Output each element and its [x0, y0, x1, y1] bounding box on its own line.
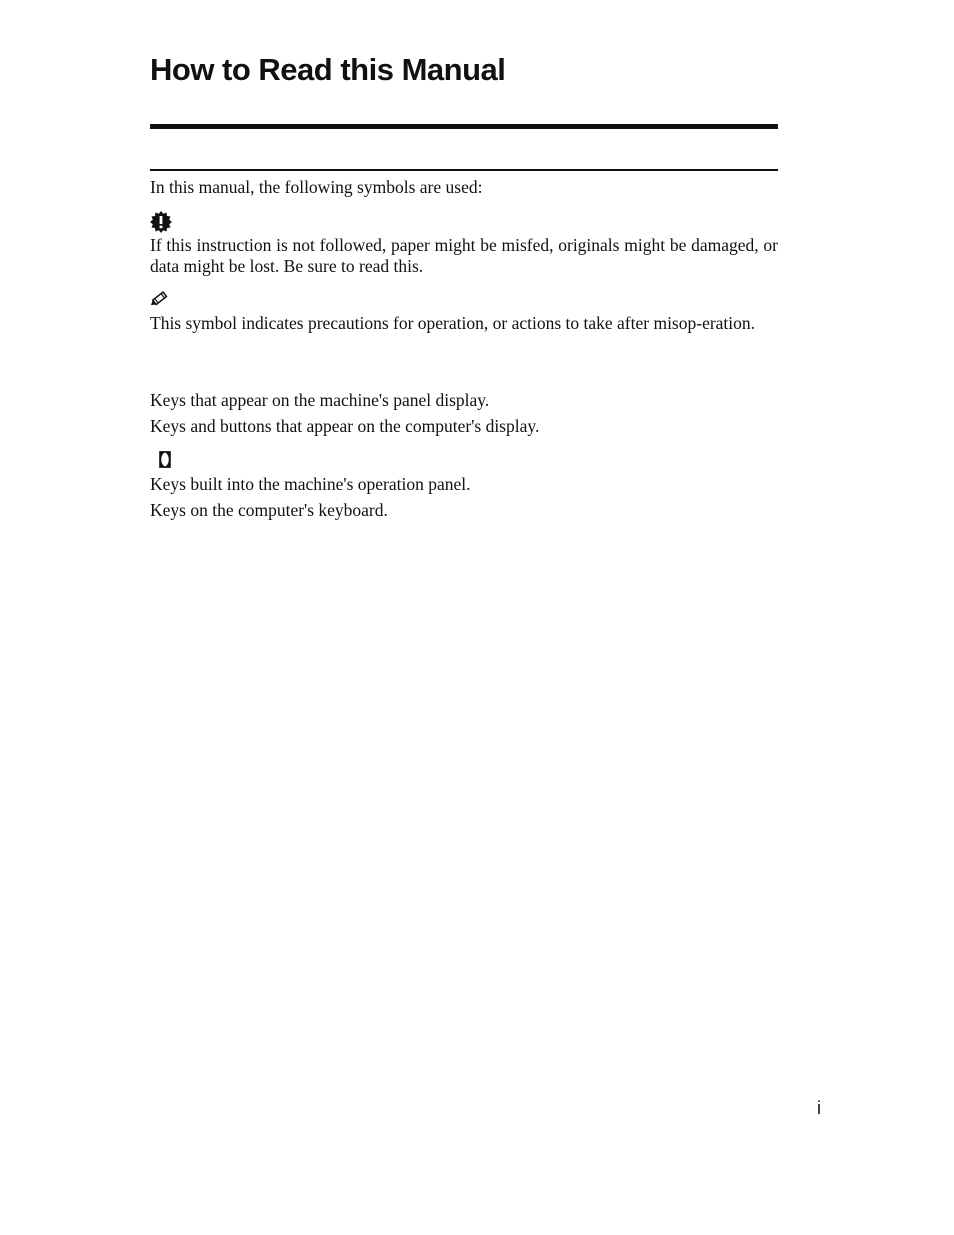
keyboard-keys-text: Keys on the computer's keyboard. — [150, 500, 388, 520]
important-description: If this instruction is not followed, paper might be misfed, originals might be damaged, or data might be lost. Be sure to read this. — [150, 235, 778, 276]
page-title: How to Read this Manual — [150, 52, 506, 87]
pencil-note-icon — [150, 289, 170, 312]
note-description: This symbol indicates precautions for operation, or actions to take after misop-eration. — [150, 313, 756, 333]
important-icon — [150, 211, 172, 238]
hard-key-bracket-symbol: 【】 — [149, 451, 179, 471]
title-rule-thin — [150, 169, 778, 171]
computer-display-keys-text: Keys and buttons that appear on the computer's display. — [150, 416, 540, 436]
panel-display-keys-text: Keys that appear on the machine's panel display. — [150, 390, 490, 410]
page-number: i — [817, 1098, 821, 1118]
operation-panel-keys-text: Keys built into the machine's operation panel. — [150, 474, 471, 494]
intro-text: In this manual, the following symbols are used: — [150, 177, 483, 197]
title-rule-thick — [150, 124, 778, 129]
